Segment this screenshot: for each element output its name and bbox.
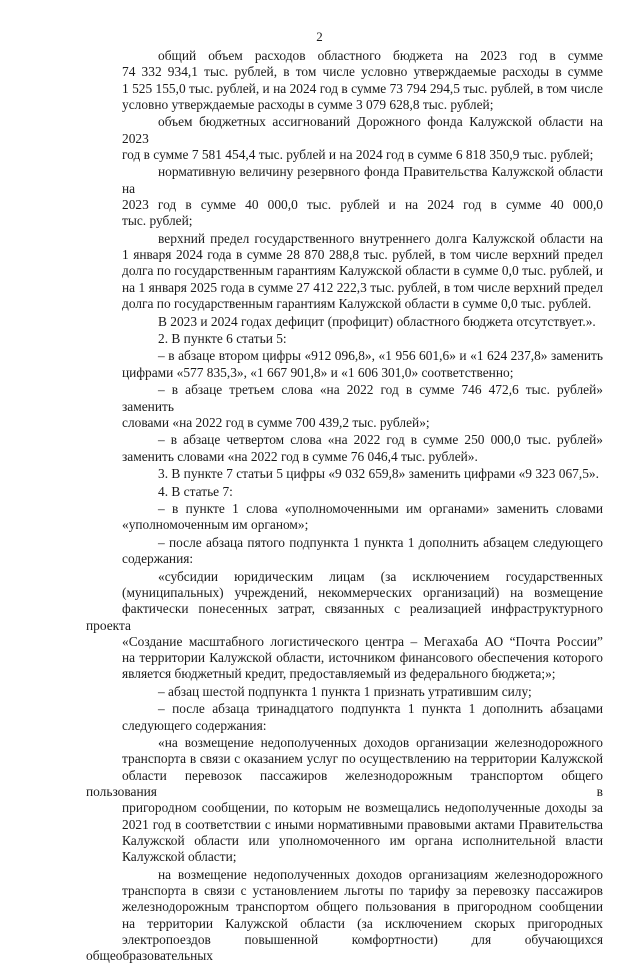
text-line: 74 332 934,1 тыс. рублей, в том числе условно утверждаемые расходы в сумме — [122, 64, 603, 80]
text-line: объем бюджетных ассигнований Дорожного фонда Калужской области на 2023 — [122, 114, 603, 146]
text-line: – после абзаца пятого подпункта 1 пункта 1 дополнить абзацем следующего — [158, 534, 603, 550]
text-line: является бюджетный кредит, предоставляемый из федерального бюджета;»; — [122, 666, 556, 682]
text-line: – после абзаца тринадцатого подпункта 1 пункта 1 дополнить абзацами — [158, 701, 603, 717]
text-line: условно утверждаемые расходы в сумме 3 079 628,8 тыс. рублей; — [122, 96, 494, 112]
text-line: на территории Калужской области (за исключением скорых пригородных — [122, 915, 603, 931]
paragraph — [86, 484, 603, 500]
text-line: транспорта в связи с оказанием услуг по осуществлению на территории Калужской — [122, 751, 603, 767]
text-line: 2023 год в сумме 40 000,0 тыс. рублей и на 2024 год в сумме 40 000,0 — [122, 197, 603, 213]
paragraph — [86, 501, 603, 534]
text-line: на 1 января 2025 года в сумме 27 412 222,3 тыс. рублей, в том числе верхний предел — [122, 279, 603, 295]
paragraph — [86, 348, 603, 381]
text-line: содержания: — [122, 551, 194, 567]
paragraph — [86, 231, 603, 312]
text-line: фактически понесенных затрат, связанных с реализацией инфраструктурного проекта — [86, 601, 603, 633]
paragraph — [86, 48, 603, 113]
text-line: словами «на 2022 год в сумме 700 439,2 тыс. рублей»; — [122, 414, 430, 430]
text-line: на территории Калужской области, источником финансового обеспечения которого — [122, 650, 603, 666]
text-line: год в сумме 7 581 454,4 тыс. рублей и на 2024 год в сумме 6 818 350,9 тыс. рублей; — [122, 146, 594, 162]
text-line: общий объем расходов областного бюджета на 2023 год в сумме — [158, 48, 603, 63]
paragraph — [86, 382, 603, 431]
paragraph — [86, 535, 603, 568]
text-line: цифрами «577 835,3», «1 667 901,8» и «1 606 301,0» соответственно; — [122, 364, 514, 380]
text-line: долга по государственным гарантиям Калужской области в сумме 0,0 тыс. рублей. — [122, 296, 592, 312]
text-line: 1 января 2024 года в сумме 28 870 288,8 тыс. рублей, в том числе верхний предел — [122, 247, 603, 263]
paragraph — [86, 735, 603, 865]
text-line: 2. В пункте 6 статьи 5: — [158, 330, 287, 346]
paragraph — [86, 432, 603, 465]
text-line: 4. В статье 7: — [158, 483, 233, 499]
paragraph — [86, 331, 603, 347]
paragraph — [86, 466, 603, 482]
paragraph — [86, 701, 603, 734]
text-line: (муниципальных) учреждений, некоммерческих организаций) на возмещение — [122, 584, 603, 600]
text-line: тыс. рублей; — [122, 213, 193, 229]
text-line: – в абзаце втором цифры «912 096,8», «1 956 601,6» и «1 624 237,8» заменить — [158, 348, 603, 364]
text-line: нормативную величину резервного фонда Правительства Калужской области на — [122, 164, 603, 196]
page-number: 2 — [316, 29, 323, 44]
text-line: 2021 год в соответствии с иными нормативными правовыми актами Правительства — [122, 816, 603, 832]
document-body — [86, 48, 603, 966]
text-line: «субсидии юридическим лицам (за исключением государственных — [158, 568, 603, 584]
text-line: «уполномоченным им органом»; — [122, 517, 309, 533]
text-line: железнодорожным транспортом общего пользования в пригородном сообщении — [122, 899, 603, 915]
text-line: Калужской области или уполномоченного им органа исполнительной власти — [122, 832, 603, 848]
text-line: – в пункте 1 слова «уполномоченными им органами» заменить словами — [158, 501, 603, 517]
text-line: «на возмещение недополученных доходов организации железнодорожного — [158, 735, 603, 751]
paragraph — [86, 684, 603, 700]
paragraph — [86, 314, 603, 330]
text-line: заменить словами «на 2022 год в сумме 76 046,4 тыс. рублей». — [122, 448, 478, 464]
text-line: области перевозок пассажиров железнодорожным транспортом общего пользования в — [86, 767, 603, 800]
paragraph — [86, 569, 603, 683]
text-line: электропоездов повышенной комфортности) для обучающихся общеобразовательных — [86, 931, 603, 964]
text-line: – в абзаце четвертом слова «на 2022 год в сумме 250 000,0 тыс. рублей» — [158, 432, 603, 448]
paragraph — [86, 114, 603, 163]
text-line: на возмещение недополученных доходов организациям железнодорожного — [158, 866, 603, 882]
text-line: следующего содержания: — [122, 717, 267, 733]
text-line: верхний предел государственного внутреннего долга Калужской области на — [158, 230, 603, 246]
text-line: – в абзаце третьем слова «на 2022 год в сумме 746 472,6 тыс. рублей» заменить — [122, 382, 603, 414]
text-line: «Создание масштабного логистического центра – Мегахаба АО “Почта России” — [122, 633, 603, 649]
text-line: транспорта в связи с установлением льготы по тарифу за перевозку пассажиров — [122, 883, 603, 899]
text-line: В 2023 и 2024 годах дефицит (профицит) областного бюджета отсутствует.». — [158, 313, 596, 329]
text-line: Калужской области; — [122, 849, 237, 865]
text-line: 1 525 155,0 тыс. рублей, и на 2024 год в сумме 73 794 294,5 тыс. рублей, в том числе — [122, 80, 603, 96]
text-line: пригородном сообщении, по которым не возмещались недополученные доходы за — [122, 800, 603, 816]
text-line: – абзац шестой подпункта 1 пункта 1 признать утратившим силу; — [158, 683, 532, 699]
paragraph — [86, 867, 603, 965]
text-line: 3. В пункте 7 статьи 5 цифры «9 032 659,8» заменить цифрами «9 323 067,5». — [158, 466, 599, 482]
paragraph — [86, 164, 603, 229]
text-line: долга по государственным гарантиям Калужской области в сумме 0,0 тыс. рублей, и — [122, 263, 603, 279]
